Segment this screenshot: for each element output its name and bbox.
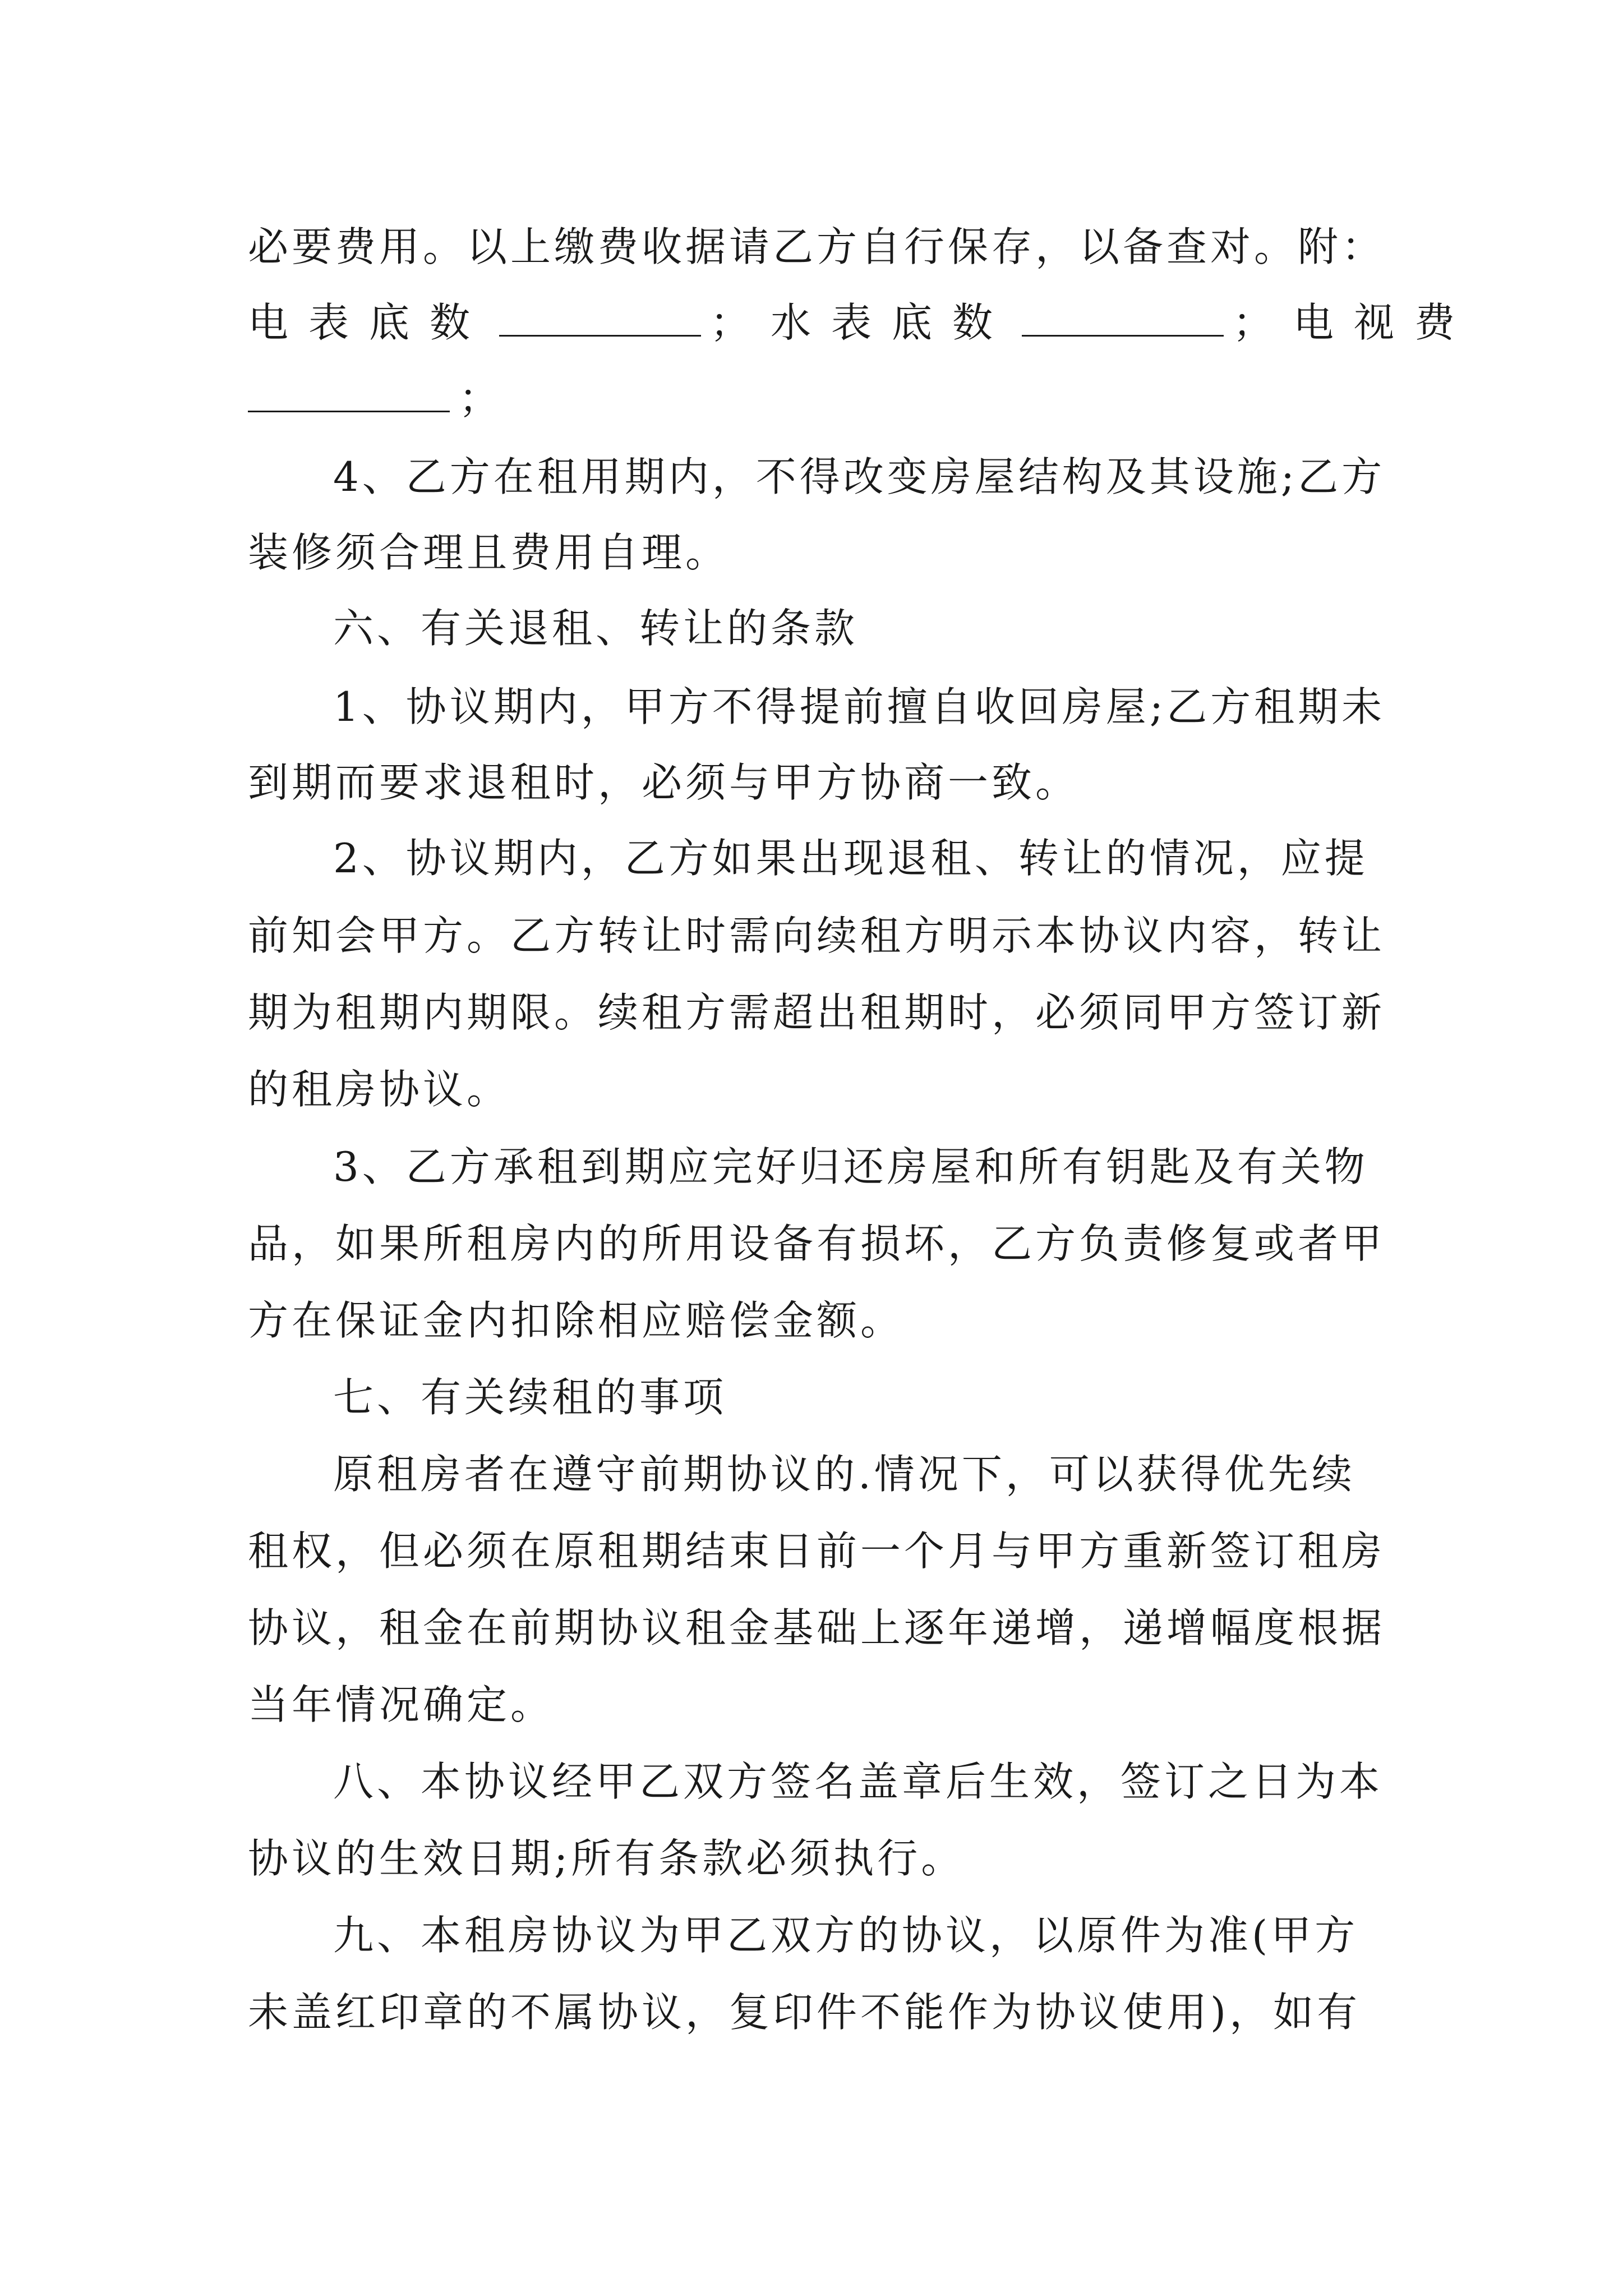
water-meter-label: ；水表底数 <box>710 299 1013 346</box>
section-heading-7: 七、有关续租的事项 <box>333 1374 727 1421</box>
text-line: 协议的生效日期;所有条款必须执行。 <box>248 1835 965 1882</box>
tv-fee-blank <box>248 378 450 412</box>
semicolon: ； <box>459 375 503 422</box>
water-meter-blank <box>1022 302 1224 337</box>
section-heading-6: 六、有关退租、转让的条款 <box>333 605 859 652</box>
electric-meter-label: 电表底数 <box>248 299 491 346</box>
text-line: 到期而要求退租时，必须与甲方协商一致。 <box>248 759 1080 806</box>
text-line: 4、乙方在租用期内，不得改变房屋结构及其设施;乙方 <box>333 453 1386 500</box>
text-line: 租权，但必须在原租期结束日前一个月与甲方重新签订租房 <box>248 1527 1386 1575</box>
text-line: 八、本协议经甲乙双方签名盖章后生效，签订之日为本 <box>333 1758 1384 1805</box>
text-line: 当年情况确定。 <box>248 1681 555 1728</box>
text-line: 的租房协议。 <box>248 1066 511 1113</box>
meter-readings-line <box>248 283 1475 362</box>
text-line: 3、乙方承租到期应完好归还房屋和所有钥匙及有关物 <box>333 1143 1368 1190</box>
text-line: 1、协议期内，甲方不得提前擅自收回房屋;乙方租期未 <box>333 683 1386 730</box>
text-line: 未盖红印章的不属协议，复印件不能作为协议使用)，如有 <box>248 1989 1361 2036</box>
text-line: 方在保证金内扣除相应赔偿金额。 <box>248 1297 905 1344</box>
text-line: 装修须合理且费用自理。 <box>248 529 730 576</box>
electric-meter-blank <box>499 302 701 337</box>
text-line: 期为租期内期限。续租方需超出租期时，必须同甲方签订新 <box>248 989 1386 1036</box>
text-line: 2、协议期内，乙方如果出现退租、转让的情况，应提 <box>333 835 1368 882</box>
text-line: 必要费用。以上缴费收据请乙方自行保存，以备查对。附： <box>248 223 1386 270</box>
text-line: 原租房者在遵守前期协议的.情况下，可以获得优先续 <box>333 1451 1355 1498</box>
text-line: 协议，租金在前期协议租金基础上逐年递增，递增幅度根据 <box>248 1604 1386 1651</box>
text-line: 品，如果所租房内的所用设备有损坏，乙方负责修复或者甲 <box>248 1220 1386 1267</box>
tv-fee-label: ；电视费 <box>1233 299 1476 346</box>
text-line: 九、本租房协议为甲乙双方的协议，以原件为准(甲方 <box>333 1912 1359 1959</box>
text-line: 前知会甲方。乙方转让时需向续租方明示本协议内容，转让 <box>248 912 1386 959</box>
tv-fee-line <box>248 359 502 438</box>
